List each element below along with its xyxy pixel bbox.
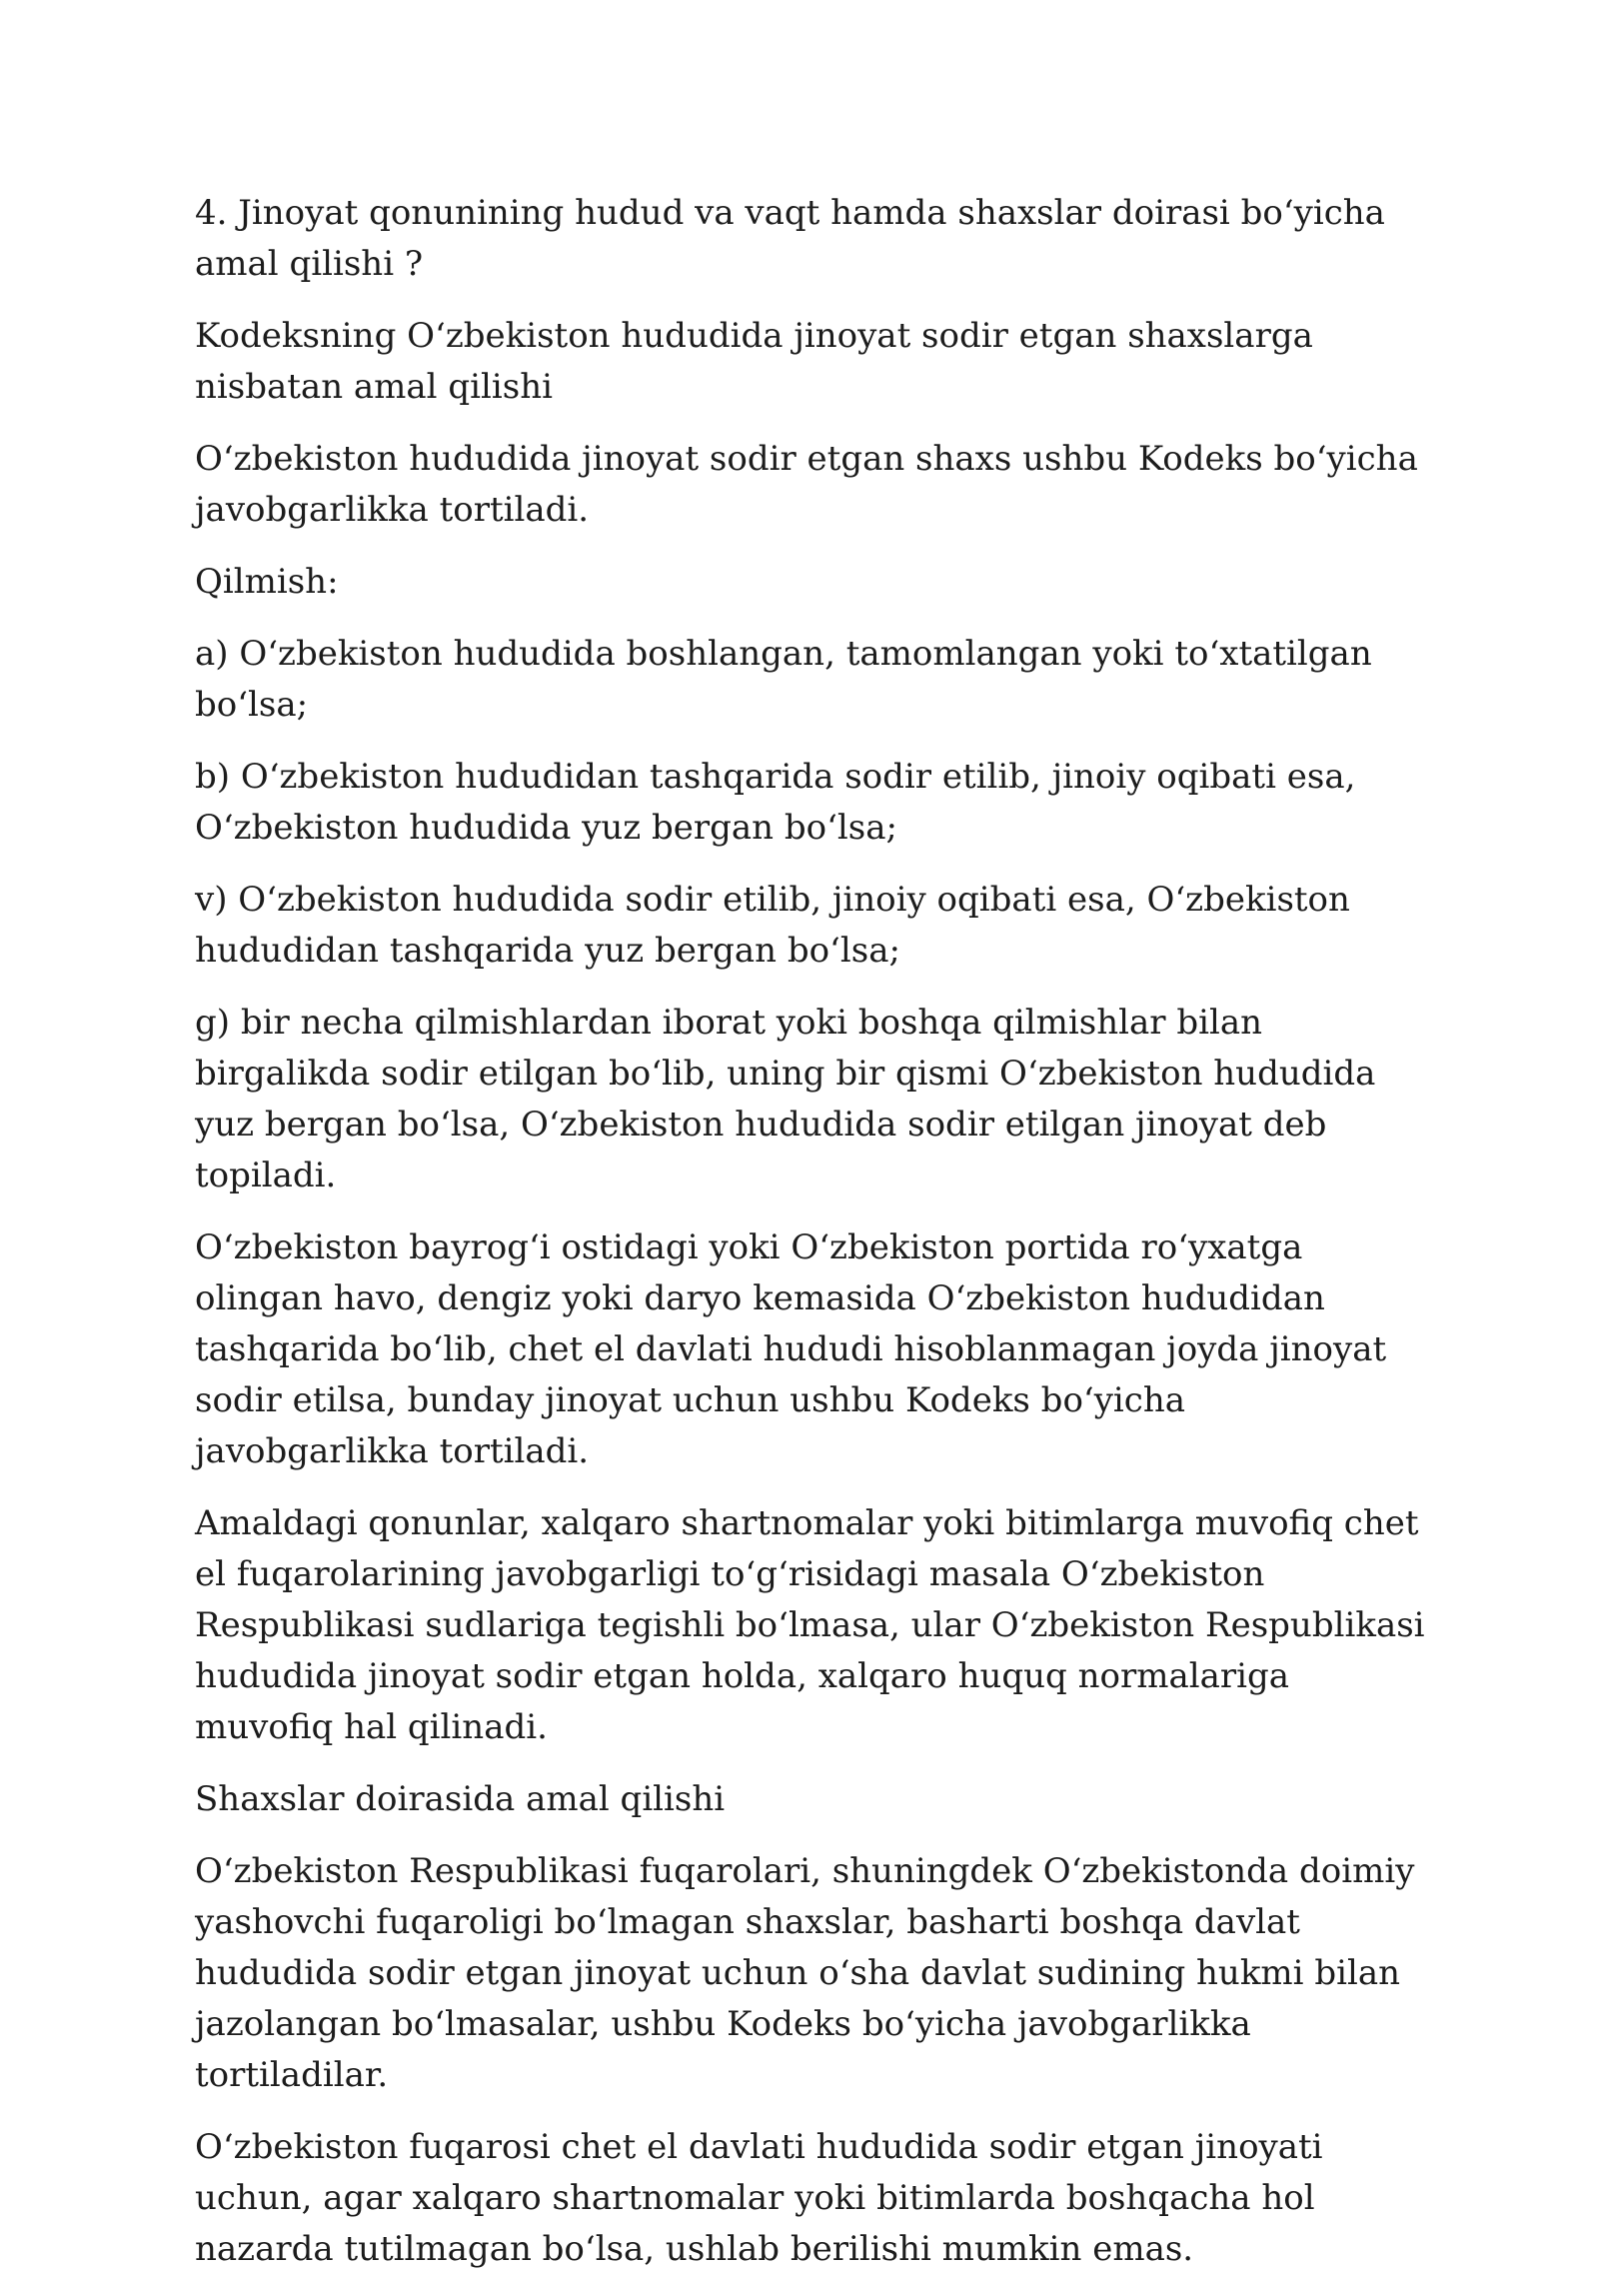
list-item-b: b) O‘zbekiston hududidan tashqarida sodir etilib, jinoiy oqibati esa, O‘zbekiston hududida yuz bergan bo‘lsa;	[195, 757, 1356, 848]
paragraph-label: Qilmish:	[195, 562, 339, 602]
section-heading-persons: Shaxslar doirasida amal qilishi	[195, 1779, 726, 1819]
list-item-v: v) O‘zbekiston hududida sodir etilib, jinoiy oqibati esa, O‘zbekiston hududidan tashqarida yuz bergan bo‘lsa;	[195, 880, 1350, 971]
question-heading: 4. Jinoyat qonunining hudud va vaqt hamda shaxslar doirasi bo‘yicha amal qilishi ?	[195, 193, 1385, 284]
list-item-g: g) bir necha qilmishlardan iborat yoki boshqa qilmishlar bilan birgalikda sodir etilgan bo‘lib, uning bir qismi O‘zbekiston hududida yuz bergan bo‘lsa, O‘zbekiston hududida sodir etilgan jinoyat deb topiladi.	[195, 1003, 1376, 1195]
document-page	[195, 188, 1429, 2296]
paragraph: Amaldagi qonunlar, xalqaro shartnomalar yoki bitimlarga muvofiq chet el fuqarolarining javobgarligi to‘g‘risidagi masala O‘zbekiston Respublikasi sudlariga tegishli bo‘lmasa, ular O‘zbekiston Respublikasi hududida jinoyat sodir etgan holda, xalqaro huquq normalariga muvofiq hal qilinadi.	[195, 1503, 1425, 1747]
list-item-a: a) O‘zbekiston hududida boshlangan, tamomlangan yoki to‘xtatilgan bo‘lsa;	[195, 634, 1372, 725]
paragraph: O‘zbekiston bayrog‘i ostidagi yoki O‘zbekiston portida ro‘yxatga olingan havo, dengiz yoki daryo kemasida O‘zbekiston hududidan tashqarida bo‘lib, chet el davlati hududi hisoblanmagan joyda jinoyat sodir etilsa, bunday jinoyat uchun ushbu Kodeks bo‘yicha javobgarlikka tortiladi.	[195, 1227, 1387, 1471]
paragraph: O‘zbekiston Respublikasi fuqarolari, shuningdek O‘zbekistonda doimiy yashovchi fuqaroligi bo‘lmagan shaxslar, basharti boshqa davlat hududida sodir etgan jinoyat uchun o‘sha davlat sudining hukmi bilan jazolangan bo‘lmasalar, ushbu Kodeks bo‘yicha javobgarlikka tortiladilar.	[195, 1851, 1415, 2095]
section-heading-territory: Kodeksning O‘zbekiston hududida jinoyat sodir etgan shaxslarga nisbatan amal qilishi	[195, 316, 1313, 407]
paragraph: O‘zbekiston hududida jinoyat sodir etgan shaxs ushbu Kodeks bo‘yicha javobgarlikka tortiladi.	[195, 439, 1418, 530]
paragraph: O‘zbekiston fuqarosi chet el davlati hududida sodir etgan jinoyati uchun, agar xalqaro shartnomalar yoki bitimlarda boshqacha hol nazarda tutilmagan bo‘lsa, ushlab berilishi mumkin emas.	[195, 2127, 1323, 2269]
